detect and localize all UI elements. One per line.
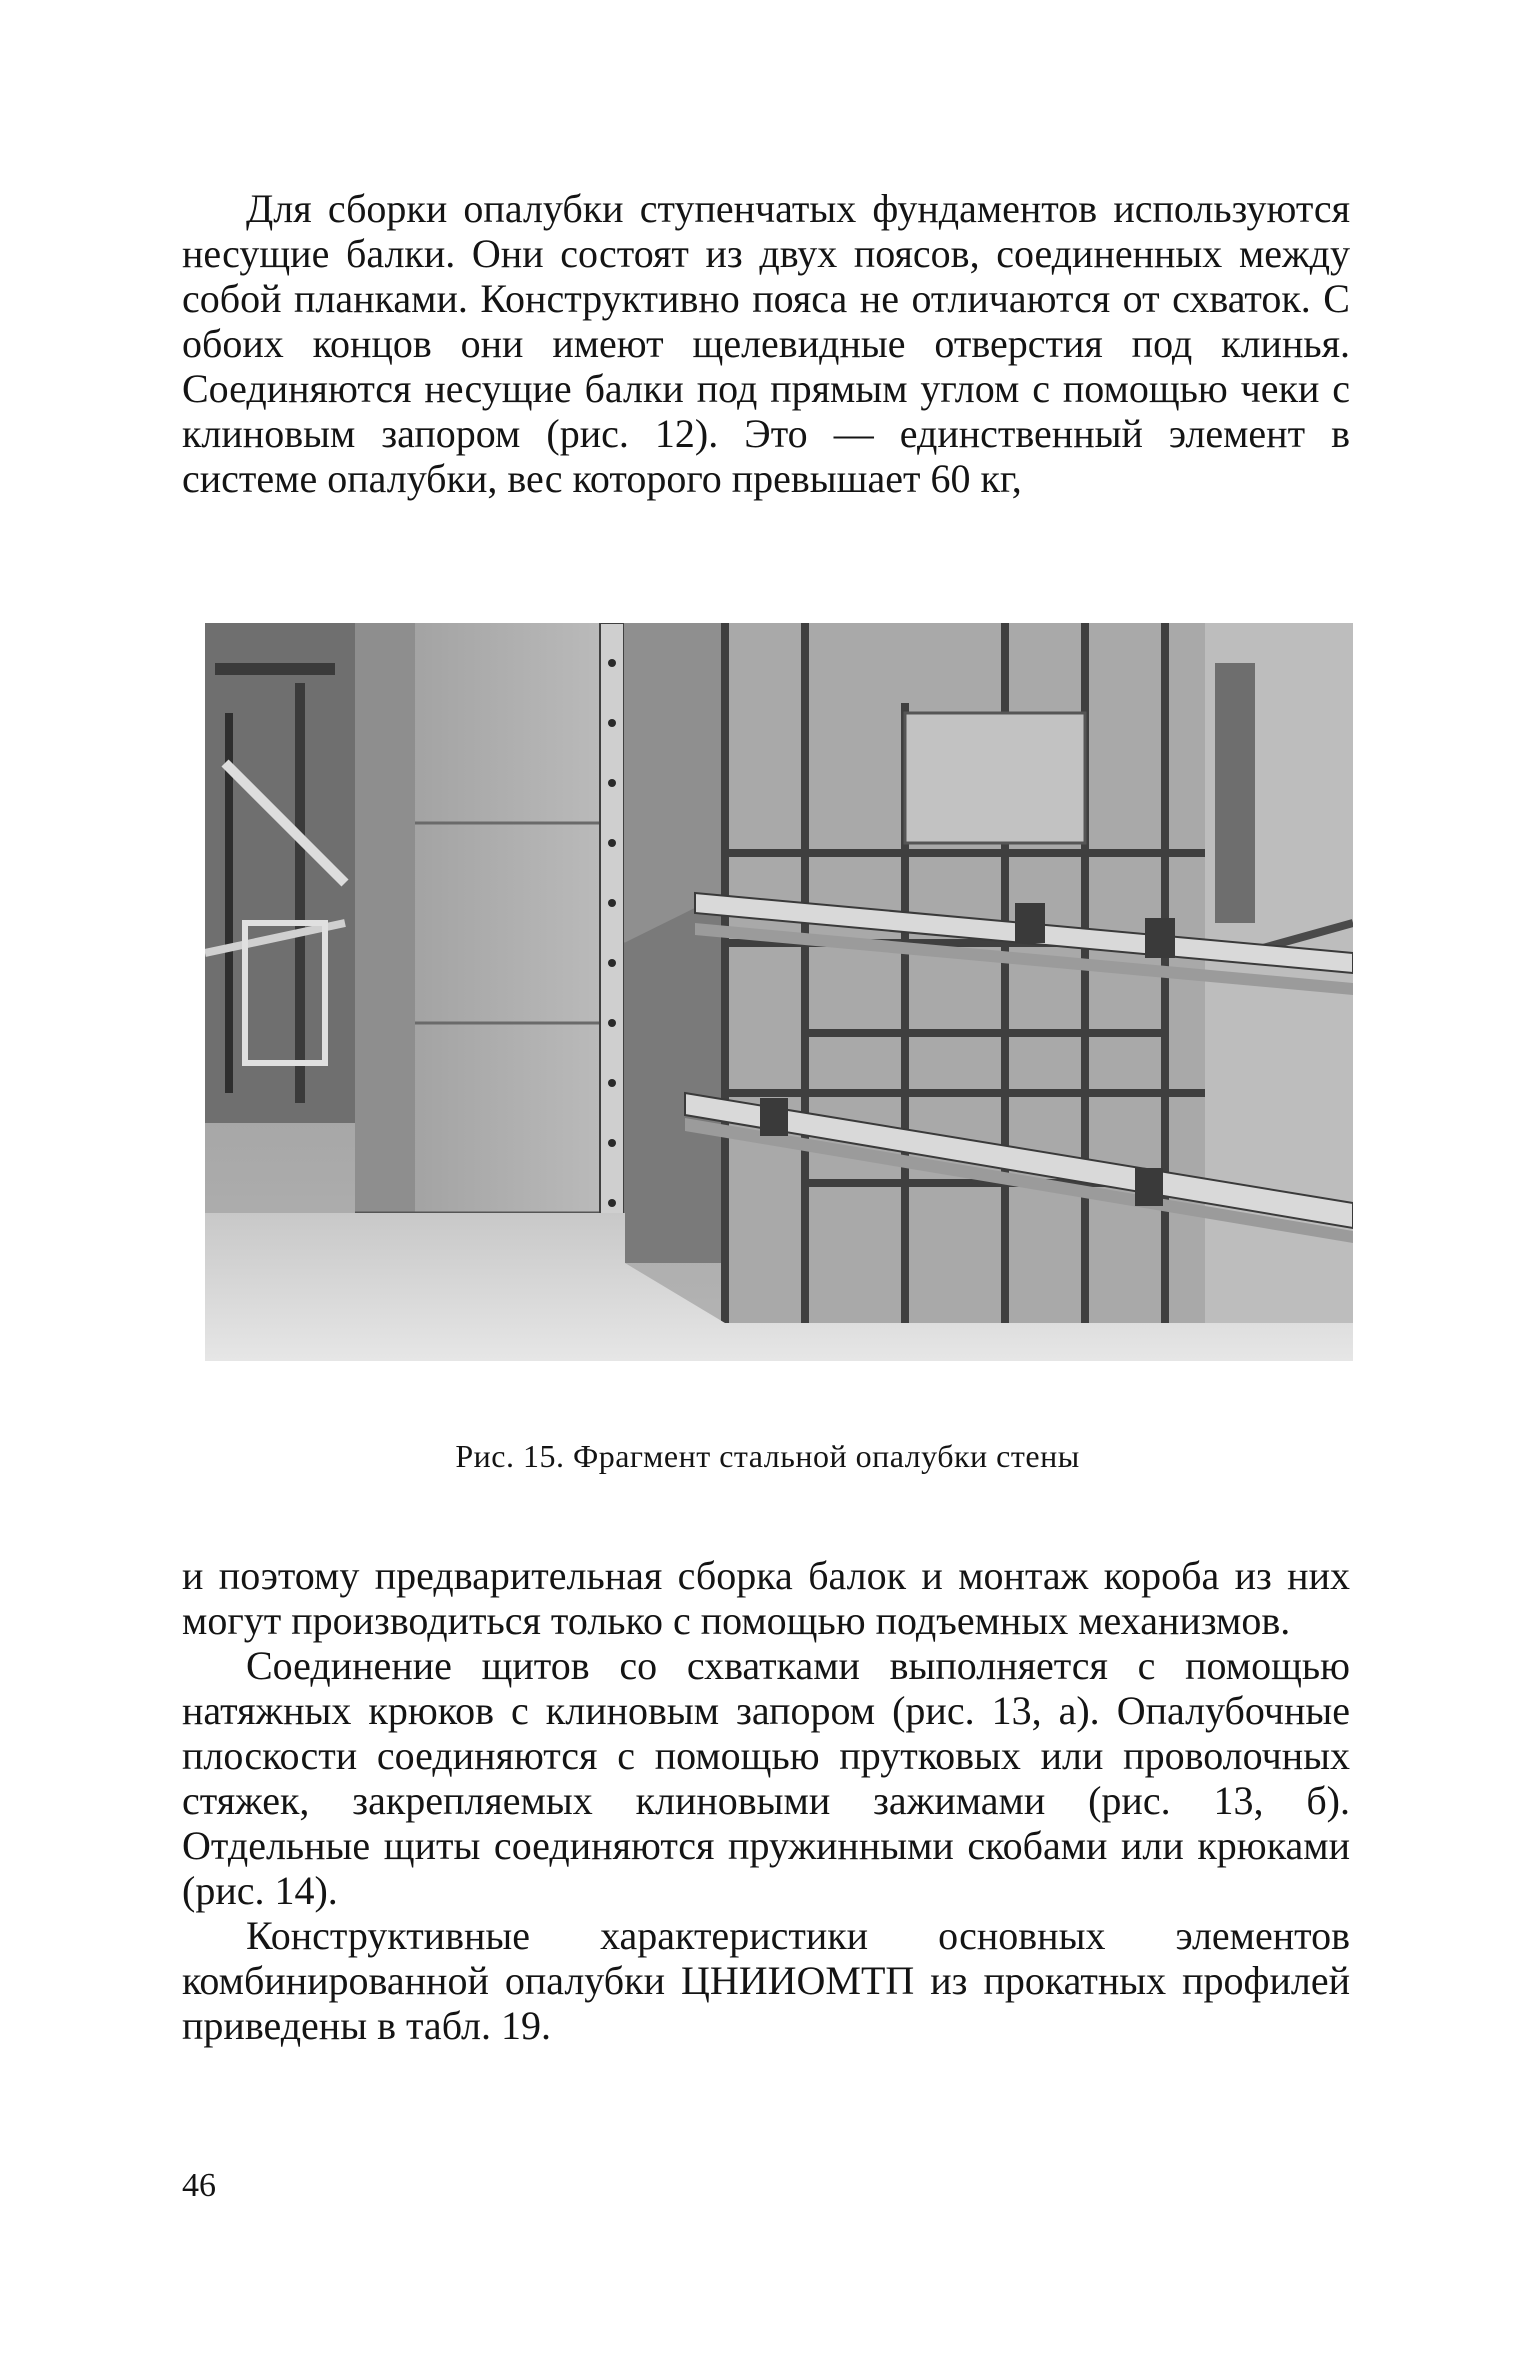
paragraph-continuation: и поэтому предварительная сборка балок и монтаж короба из них могут производиться только с помощью подъемных механизмов. <box>182 1553 1350 1643</box>
text-block-top <box>182 186 1350 501</box>
paragraph-characteristics: Конструктивные характеристики основных элементов комбинированной опалубки ЦНИИОМТП из прокатных профилей приведены в табл. 19. <box>182 1913 1350 2048</box>
figure-caption: Рис. 15. Фрагмент стальной опалубки стены <box>455 1438 1080 1474</box>
page-number: 46 <box>182 2167 216 2204</box>
figure-photo-steel-formwork <box>205 623 1353 1361</box>
paragraph-connections: Соединение щитов со схватками выполняется с помощью натяжных крюков с клиновым запором (рис. 13, а). Опалубочные плоскости соединяются с помощью прутковых или проволочных стяжек, закрепляемых клиновыми зажимами (рис. 13, б). Отдельные щиты соединяются пружинными скобами или крюками (рис. 14). <box>182 1643 1350 1913</box>
paragraph-top: Для сборки опалубки ступенчатых фундаментов используются несущие балки. Они состоят из двух поясов, соединенных между собой планками. Конструктивно пояса не отличаются от схваток. С обоих концов они имеют щелевидные отверстия под клинья. Соединяются несущие балки под прямым углом с помощью чеки с клиновым запором (рис. 12). Это — единственный элемент в системе опалубки, вес которого превышает 60 кг, <box>182 186 1350 501</box>
text-block-bottom <box>182 1553 1350 2048</box>
